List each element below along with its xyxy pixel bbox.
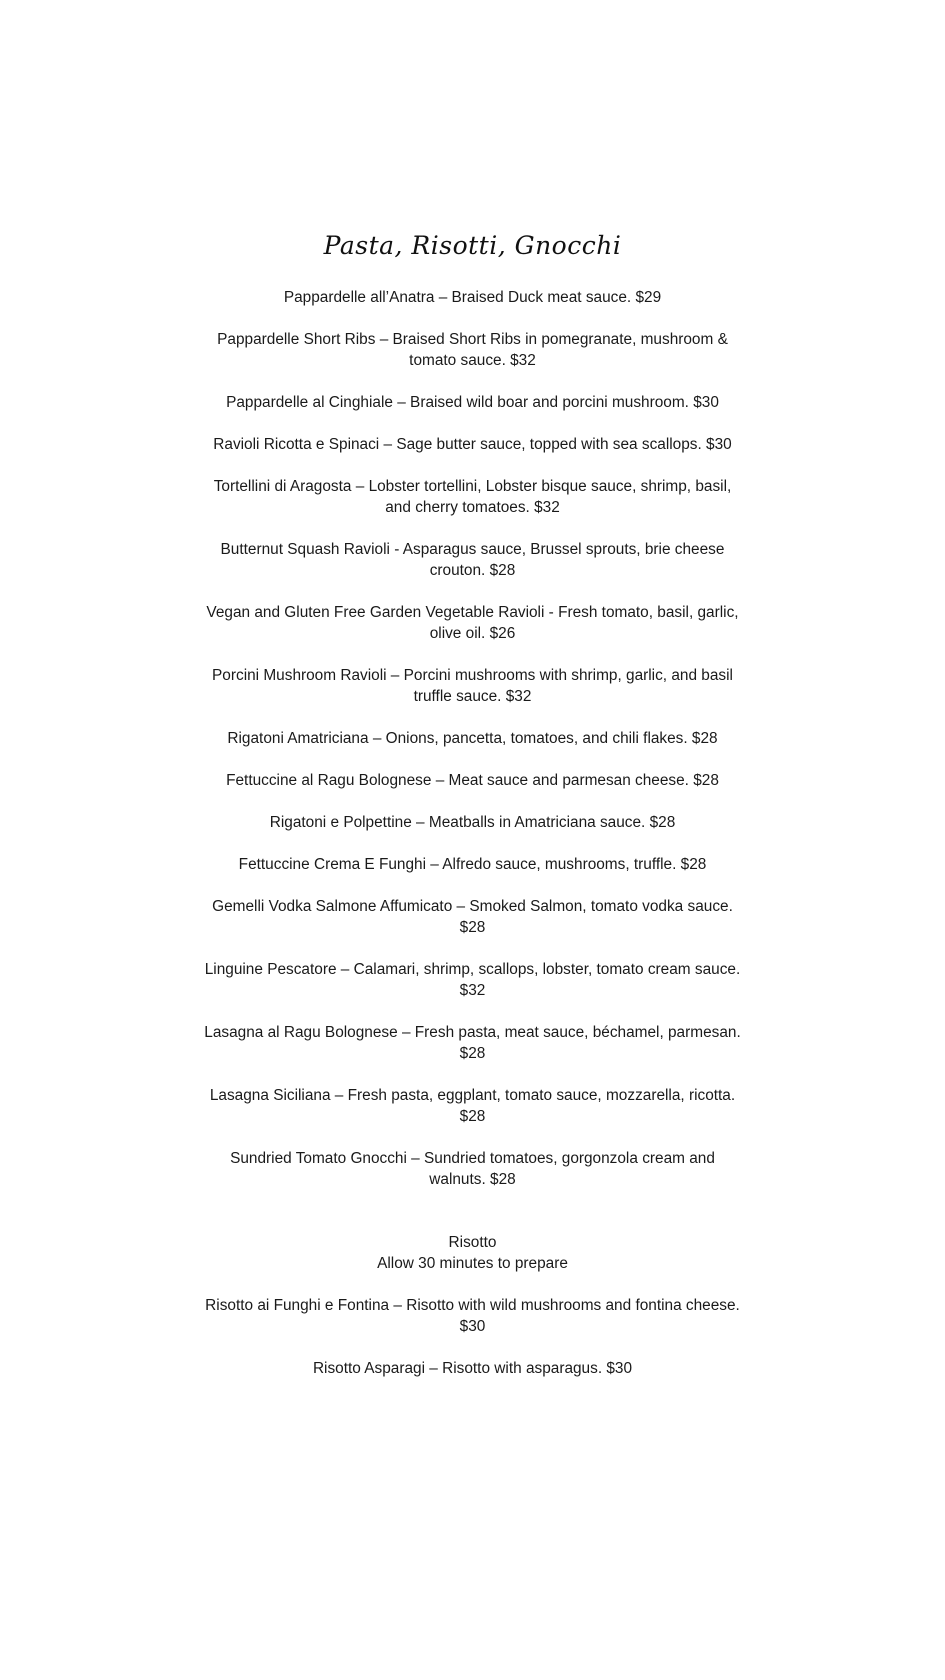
- menu-item: Rigatoni Amatriciana – Onions, pancetta, tomatoes, and chili flakes. $28: [227, 730, 718, 747]
- menu-item: Fettuccine Crema E Funghi – Alfredo sauce, mushrooms, truffle. $28: [238, 856, 707, 873]
- risotto-item: Risotto Asparagi – Risotto with asparagus. $30: [312, 1360, 633, 1377]
- menu-item: Pappardelle all’Anatra – Braised Duck meat sauce. $29: [283, 289, 662, 306]
- menu-item: Pappardelle Short Ribs – Braised Short Ribs in pomegranate, mushroom & tomato sauce. $32: [217, 331, 728, 369]
- menu-title: Pasta, Risotti, Gnocchi: [323, 231, 622, 260]
- risotto-note: Allow 30 minutes to prepare: [377, 1255, 568, 1272]
- menu-item: Lasagna al Ragu Bolognese – Fresh pasta, meat sauce, béchamel, parmesan. $28: [204, 1024, 741, 1062]
- menu-item: Butternut Squash Ravioli - Asparagus sauce, Brussel sprouts, brie cheese crouton. $28: [220, 541, 725, 579]
- menu-item: Lasagna Siciliana – Fresh pasta, eggplant, tomato sauce, mozzarella, ricotta. $28: [209, 1087, 736, 1125]
- menu-list: [202, 287, 743, 1400]
- menu-item: Linguine Pescatore – Calamari, shrimp, scallops, lobster, tomato cream sauce. $32: [204, 961, 741, 999]
- menu-item: Vegan and Gluten Free Garden Vegetable Ravioli - Fresh tomato, basil, garlic, olive oil. $26: [206, 604, 739, 642]
- menu-item: Tortellini di Aragosta – Lobster tortellini, Lobster bisque sauce, shrimp, basil, and cherry tomatoes. $32: [213, 478, 732, 516]
- menu-item: Rigatoni e Polpettine – Meatballs in Amatriciana sauce. $28: [269, 814, 676, 831]
- menu-item: Fettuccine al Ragu Bolognese – Meat sauce and parmesan cheese. $28: [226, 772, 719, 789]
- risotto-heading: Risotto: [448, 1234, 497, 1251]
- menu-item: Ravioli Ricotta e Spinaci – Sage butter sauce, topped with sea scallops. $30: [213, 436, 732, 453]
- menu-item: Porcini Mushroom Ravioli – Porcini mushrooms with shrimp, garlic, and basil truffle sauce. $32: [212, 667, 733, 705]
- menu-item: Sundried Tomato Gnocchi – Sundried tomatoes, gorgonzola cream and walnuts. $28: [230, 1150, 715, 1188]
- risotto-item: Risotto ai Funghi e Fontina – Risotto with wild mushrooms and fontina cheese. $30: [205, 1297, 740, 1335]
- section-spacer: [202, 1211, 743, 1232]
- menu-item: Gemelli Vodka Salmone Affumicato – Smoked Salmon, tomato vodka sauce. $28: [212, 898, 733, 936]
- menu-item: Pappardelle al Cinghiale – Braised wild boar and porcini mushroom. $30: [226, 394, 719, 411]
